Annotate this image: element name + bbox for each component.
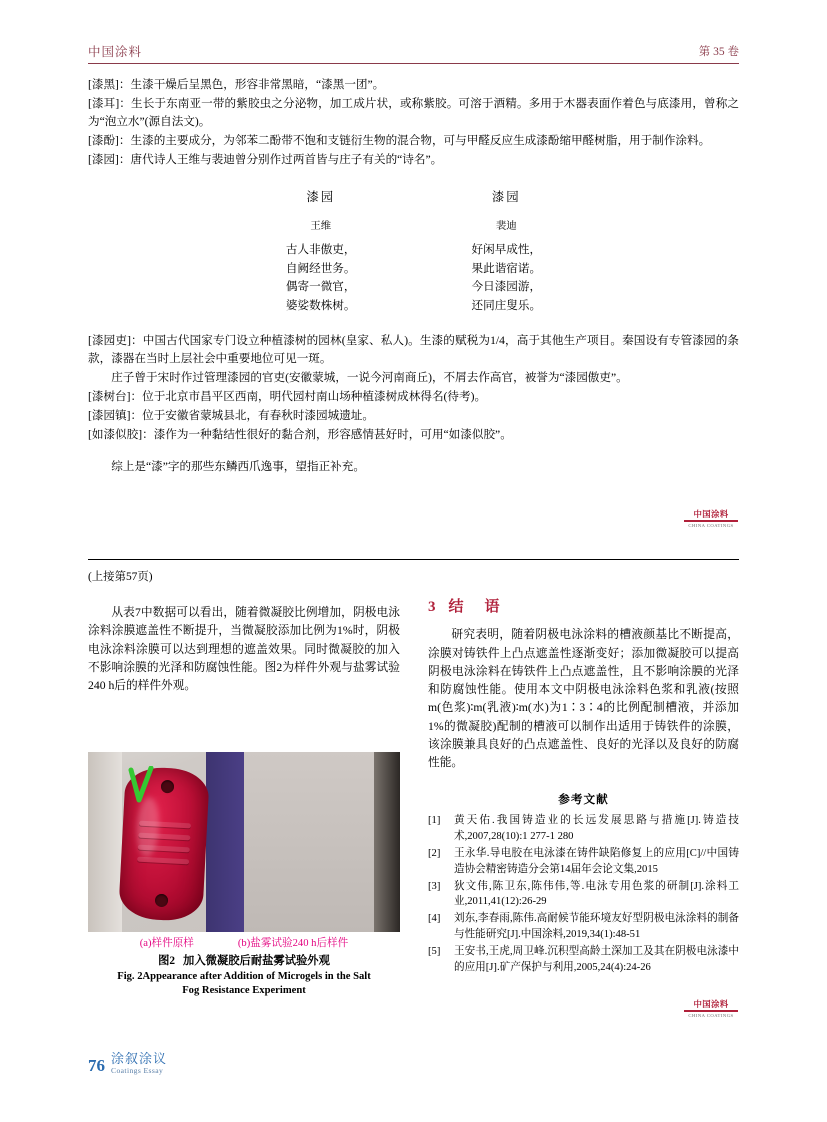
part-hole	[161, 780, 175, 794]
reference-text: 刘东,李春雨,陈伟.高耐候节能环境友好型阴极电泳涂料的制备与性能研究[J].中国涂料,2019,34(1):48-51	[454, 913, 739, 941]
figure-label-cn: 图2	[158, 955, 176, 967]
logo-cn-text: 中国涂料	[693, 1000, 729, 1009]
reference-item	[428, 846, 739, 878]
part-emboss	[137, 857, 189, 865]
glossary-entry: [漆园吏]：中国古代国家专门设立种植漆树的园林(皇家、私人)。生漆的赋税为1/4，高于其他生产项目。秦国设有专管漆园的条款，漆器在当时上层社会中重要地位可见一斑。	[88, 333, 739, 365]
poem-line: 偶寄一微官，	[285, 280, 356, 294]
left-column-paragraph: 从表7中数据可以看出，随着微凝胶比例增加，阴极电泳涂料涂膜遮盖性不断提升，当微凝胶添加比例为1%时，阴极电泳涂料涂膜可以达到理想的遮盖效果。同时微凝胶的加入不影响涂膜的光泽和防腐蚀性能。图2为样件外观与盐雾试验240 h后的样件外观。	[88, 606, 400, 692]
journal-logo-top	[683, 510, 739, 528]
reference-number: [5]	[428, 946, 441, 958]
page-number: 76	[88, 1055, 105, 1075]
reference-number: [1]	[428, 815, 441, 826]
glossary-entry: [漆黑]：生漆干燥后呈黑色，形容非常黑暗，“漆黑一团”。	[88, 78, 385, 91]
glossary-entry: [漆酚]：生漆的主要成分，为邻苯二酚带不饱和支链衍生物的混合物，可与甲醛反应生成漆酚缩甲醛树脂，用于制作涂料。	[88, 133, 711, 147]
section-title: 结 语	[448, 599, 503, 615]
section-number: 3	[428, 599, 439, 615]
logo-cn-text: 中国涂料	[693, 510, 729, 519]
figure-label-en: Fig. 2	[117, 971, 143, 982]
left-column	[88, 604, 400, 695]
page-footer	[88, 1052, 167, 1076]
photo-background-right	[374, 752, 400, 932]
reference-item	[428, 879, 739, 911]
top-article-block	[88, 76, 739, 477]
reference-number: [2]	[428, 847, 441, 859]
right-column	[428, 596, 739, 772]
poem-title: 漆园	[306, 189, 336, 204]
reference-text: 黄天佑.我国铸造业的长远发展思路与措施[J].铸造技术,2007,28(10):1 277-1 280	[454, 815, 739, 842]
figure-2	[88, 752, 400, 999]
figure-subcaption-b: (b)盐雾试验240 h后样件	[237, 938, 349, 949]
glossary-entry: [漆园]：唐代诗人王维与裴迪曾分别作过两首皆与庄子有关的“诗名”。	[88, 152, 443, 166]
poem-line: 古人非傲吏，	[285, 242, 356, 256]
glossary-entry: [漆耳]：生长于东南亚一带的紫胶虫之分泌物，加工成片状，或称紫胶。可溶于酒精。多用于木器表面作着色与底漆用，曾称之为“泡立水”(源自法文)。	[88, 96, 739, 128]
figure-title-en-line2: Fog Resistance Experiment	[182, 985, 306, 997]
reference-item	[428, 911, 739, 943]
section-heading	[428, 596, 739, 619]
poem-author: 裴迪	[495, 220, 517, 232]
right-column-paragraph: 研究表明，随着阴极电泳涂料的槽液颜基比不断提高，涂膜对铸铁件上凸点遮盖性逐渐变好；添加微凝胶可以提高阴极电泳涂料在铸铁件上凸点遮盖性，且不影响涂膜的光泽和防腐蚀性能。使用本文中阴极电泳涂料色浆和乳液(按照m(色浆)∶m(乳液)∶m(水)为1∶3∶4的比例配制槽液，并添加1%的微凝胶)配制的槽液可以制作出适用于铸铁件的涂膜，该涂膜兼具良好的凸点遮盖性、良好的光泽以及良好的防腐性能。	[428, 628, 739, 770]
reference-item	[428, 944, 739, 976]
glossary-entry: 庄子曾于宋时作过管理漆园的官吏(安徽蒙城，一说今河南商丘)，不屑去作高官，被誉为“漆园傲吏”。	[111, 370, 628, 384]
volume-label: 第 35 卷	[698, 46, 739, 58]
logo-bar	[684, 520, 738, 522]
photo-sample-original	[88, 752, 244, 932]
figure-title-en-line1: Appearance after Addition of Microgels in the Salt	[142, 971, 371, 982]
footer-section-en: Coatings Essay	[111, 1065, 164, 1075]
figure-caption-en	[88, 970, 400, 999]
poem-line: 婆娑数株树。	[285, 299, 356, 313]
header-divider	[88, 63, 739, 64]
logo-en-text: CHINA COATINGS	[688, 523, 734, 529]
journal-name: 中国涂料	[88, 45, 143, 59]
figure-caption-cn	[88, 952, 400, 968]
logo-en-text: CHINA COATINGS	[688, 1013, 734, 1019]
reference-number: [4]	[428, 913, 441, 925]
section-divider	[88, 559, 739, 560]
glossary-entry: [漆树台]：位于北京市昌平区西南，明代园村南山场种植漆树成林得名(待考)。	[88, 389, 487, 403]
glossary-entry: [漆园镇]：位于安徽省蒙城县北，有春秋时漆园城遗址。	[88, 408, 374, 422]
photo-background-strip	[206, 752, 244, 932]
poem-first	[286, 187, 356, 316]
figure-subcaptions	[88, 935, 400, 950]
poem-author: 王维	[310, 220, 332, 232]
reference-item	[428, 813, 739, 845]
poem-line: 自阙经世务。	[285, 261, 356, 275]
photo-background-left	[88, 752, 122, 932]
poem-second	[472, 187, 542, 316]
poem-line: 还同庄叟乐。	[471, 299, 542, 313]
journal-logo-bottom	[683, 1000, 739, 1018]
continuation-note: (上接第57页)	[88, 571, 153, 583]
reference-text: 王永华.导电胶在电泳漆在铸件缺陷修复上的应用[C]//中国铸造协会精密铸造分会第14届年会论文集,2015	[454, 847, 739, 875]
figure-subcaption-a: (a)样件原样	[139, 938, 194, 949]
poem-line: 好闲早成性，	[471, 242, 542, 256]
reference-number: [3]	[428, 880, 441, 892]
poem-line: 今日漆园游，	[471, 280, 542, 294]
page-header	[88, 42, 739, 64]
glossary-entry: [如漆似胶]：漆作为一种黏结性很好的黏合剂，形容感情甚好时，可用“如漆似胶”。	[88, 427, 512, 441]
footer-section-label	[111, 1052, 167, 1076]
checkmark-icon	[128, 766, 154, 810]
reference-text: 王安书,王虎,周卫峰.沉积型高龄土深加工及其在阴极电泳漆中的应用[J].矿产保护与利用,2005,24(4):24-26	[454, 946, 739, 974]
photo-sample-salt-spray	[244, 752, 400, 932]
references-title: 参考文献	[558, 793, 609, 806]
poem-pair	[88, 187, 739, 316]
footer-section-cn: 涂叙涂议	[111, 1051, 168, 1066]
logo-bar	[684, 1010, 738, 1012]
closing-paragraph: 综上是“漆”字的那些东鳞西爪逸事，望指正补充。	[111, 459, 365, 473]
references-section	[428, 791, 739, 977]
part-hole	[155, 894, 169, 908]
figure-image	[88, 752, 400, 932]
poem-title: 漆园	[491, 189, 521, 204]
poem-line: 果此谐宿诺。	[471, 261, 542, 275]
reference-text: 狄文伟,陈卫东,陈伟伟,等.电泳专用色浆的研制[J].涂料工业,2011,41(12):26-29	[454, 880, 739, 908]
figure-title-cn: 加入微凝胶后耐盐雾试验外观	[183, 955, 330, 967]
